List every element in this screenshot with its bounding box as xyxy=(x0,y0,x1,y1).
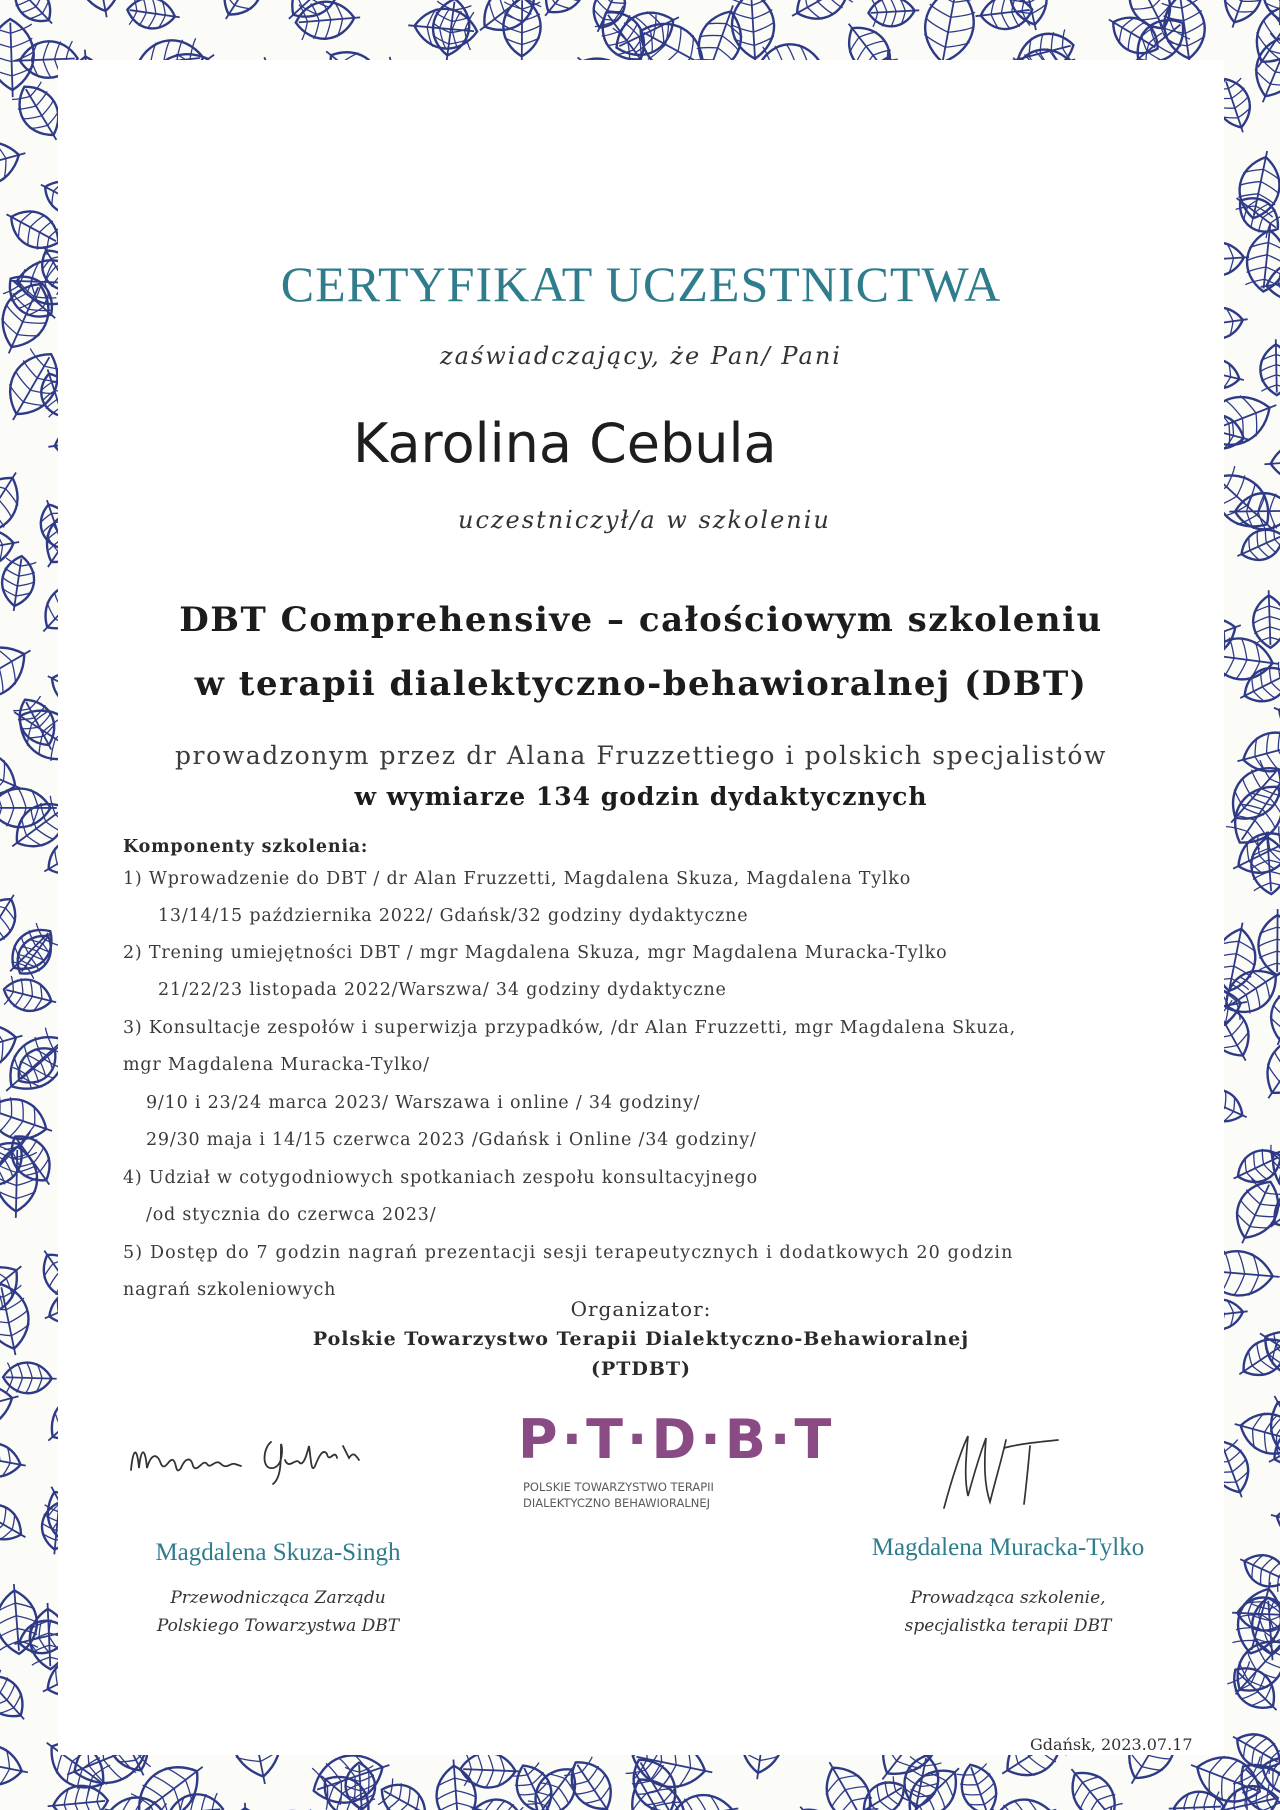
attest-line: zaświadczający, że Pan/ Pani xyxy=(440,342,842,370)
ptdbt-logo: P·T·D·B·T xyxy=(518,1408,836,1471)
course-title-line2: w terapii dialektyczno-behawioralnej (DBT) xyxy=(194,664,1088,704)
signer-left-role-line1: Przewodnicząca Zarządu xyxy=(170,1588,386,1608)
certificate-sheet xyxy=(58,60,1224,1755)
component-line: /od stycznia do czerwca 2023/ xyxy=(146,1205,437,1225)
led-by-line: prowadzonym przez dr Alana Fruzzettiego i polskich specjalistów xyxy=(174,741,1108,770)
component-line: 4) Udział w cotygodniowych spotkaniach zespołu konsultacyjnego xyxy=(123,1168,758,1188)
component-line: 5) Dostęp do 7 godzin nagrań prezentacji sesji terapeutycznych i dodatkowych 20 godzin xyxy=(123,1243,1014,1263)
logo-subtitle-line2: DIALEKTYCZNO BEHAWIORALNEJ xyxy=(523,1496,710,1510)
organizer-label: Organizator: xyxy=(570,1297,712,1321)
signer-right-role-line2: specjalistka terapii DBT xyxy=(904,1616,1112,1636)
component-line: 1) Wprowadzenie do DBT / dr Alan Fruzzetti, Magdalena Skuza, Magdalena Tylko xyxy=(123,869,912,889)
component-line: 21/22/23 listopada 2022/Warszwa/ 34 godziny dydaktyczne xyxy=(158,980,727,1000)
signer-right-role-line1: Prowadząca szkolenie, xyxy=(910,1588,1106,1608)
hours-line: w wymiarze 134 godzin dydaktycznych xyxy=(354,782,928,811)
component-line: 3) Konsultacje zespołów i superwizja przypadków, /dr Alan Fruzzetti, mgr Magdalena Skuza, xyxy=(123,1018,1016,1038)
component-line: nagrań szkoleniowych xyxy=(123,1280,337,1300)
participant-name: Karolina Cebula xyxy=(353,412,777,475)
component-line: 13/14/15 października 2022/ Gdańsk/32 godziny dydaktyczne xyxy=(158,906,749,926)
signature-image-right xyxy=(938,1418,1078,1518)
participation-line: uczestniczył/a w szkoleniu xyxy=(458,506,831,534)
organizer-name: Polskie Towarzystwo Terapii Dialektyczno-Behawioralnej xyxy=(312,1328,970,1350)
signer-right-name: Magdalena Muracka-Tylko xyxy=(871,1534,1145,1561)
date-place: Gdańsk, 2023.07.17 xyxy=(1030,1735,1193,1754)
organizer-abbr: (PTDBT) xyxy=(590,1358,692,1380)
components-heading: Komponenty szkolenia: xyxy=(123,837,369,857)
component-line: 2) Trening umiejętności DBT / mgr Magdalena Skuza, mgr Magdalena Muracka-Tylko xyxy=(123,943,948,963)
signature-image-left xyxy=(123,1418,423,1488)
component-line: 29/30 maja i 14/15 czerwca 2023 /Gdańsk i Online /34 godziny/ xyxy=(146,1130,757,1150)
component-line: 9/10 i 23/24 marca 2023/ Warszawa i online / 34 godziny/ xyxy=(146,1093,701,1113)
certificate-title: CERTYFIKAT UCZESTNICTWA xyxy=(280,256,1002,312)
signer-left-name: Magdalena Skuza-Singh xyxy=(155,1539,401,1566)
logo-subtitle-line1: POLSKIE TOWARZYSTWO TERAPII xyxy=(523,1480,714,1494)
component-line: mgr Magdalena Muracka-Tylko/ xyxy=(123,1055,430,1075)
course-title-line1: DBT Comprehensive – całościowym szkoleniu xyxy=(179,600,1103,640)
signer-left-role-line2: Polskiego Towarzystwa DBT xyxy=(156,1616,400,1636)
